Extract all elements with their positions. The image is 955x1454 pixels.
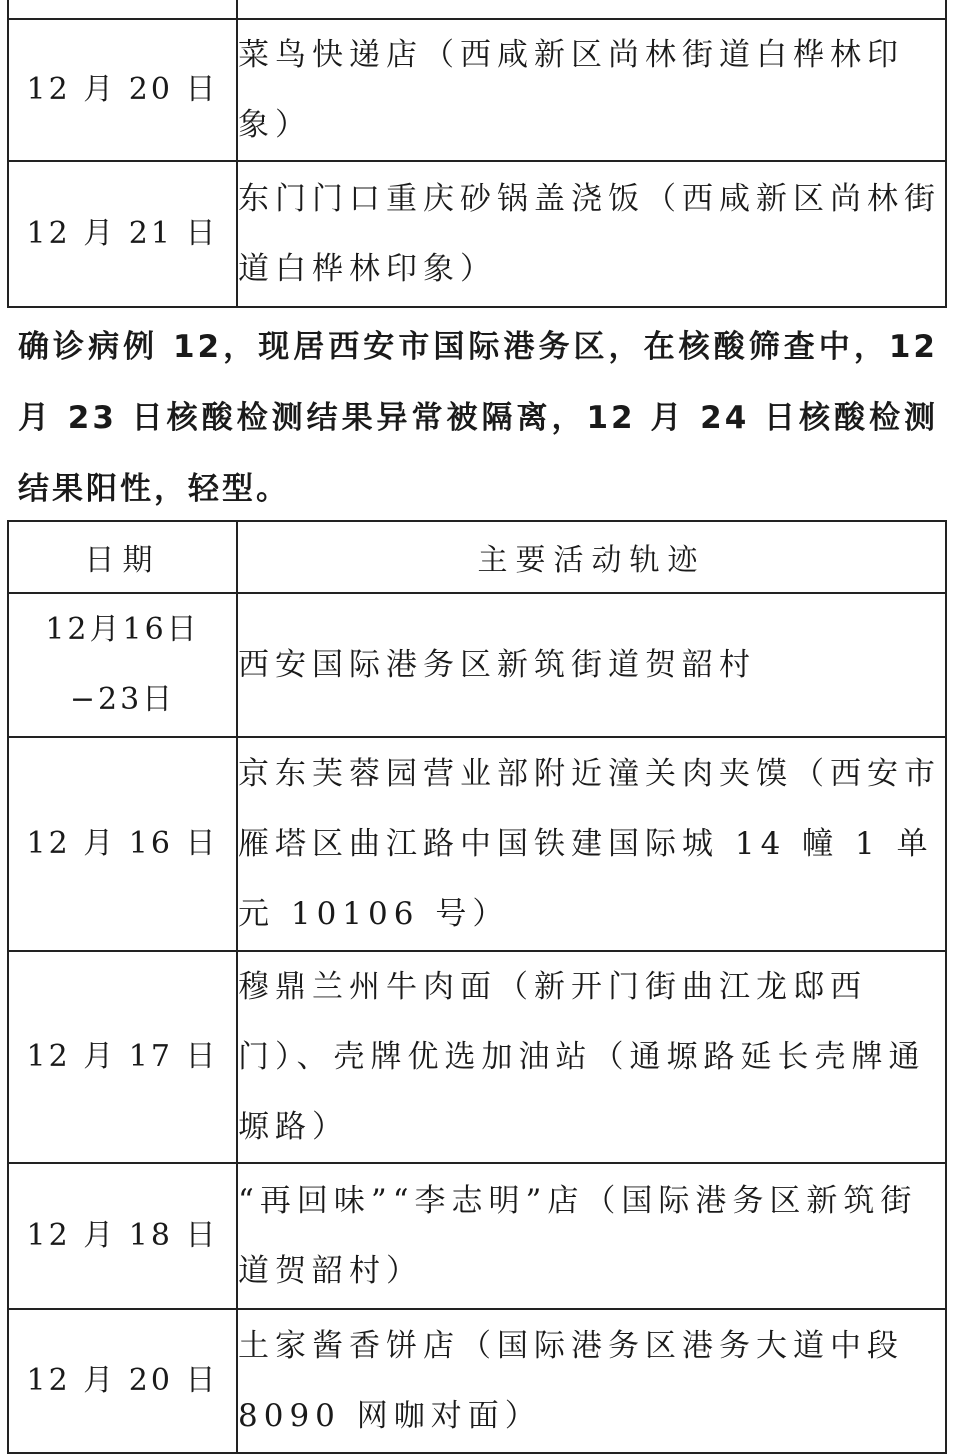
date-cell: 12月16日−23日 — [8, 593, 237, 737]
table-header-row — [8, 521, 946, 593]
date-cell: 12 月 17 日 — [8, 951, 237, 1163]
activity-cell: 菜鸟快递店（西咸新区尚林街道白桦林印象） — [237, 19, 946, 161]
table-row — [8, 1163, 946, 1309]
table-cell-partial — [237, 0, 946, 19]
table-row — [8, 19, 946, 161]
header-date: 日期 — [8, 521, 237, 593]
table-row — [8, 1309, 946, 1453]
activity-cell: 京东芙蓉园营业部附近潼关肉夹馍（西安市雁塔区曲江路中国铁建国际城 14 幢 1 单元 10106 号） — [237, 737, 946, 951]
table-row — [8, 737, 946, 951]
activity-cell: 西安国际港务区新筑街道贺韶村 — [237, 593, 946, 737]
case-description: 确诊病例 12，现居西安市国际港务区，在核酸筛查中，12 月 23 日核酸检测结果异常被隔离，12 月 24 日核酸检测结果阳性，轻型。 — [18, 329, 938, 507]
date-cell: 12 月 21 日 — [8, 161, 237, 307]
activity-cell: 土家酱香饼店（国际港务区港务大道中段 8090 网咖对面） — [237, 1309, 946, 1453]
activity-cell: 东门门口重庆砂锅盖浇饭（西咸新区尚林街道白桦林印象） — [237, 161, 946, 307]
table-row — [8, 951, 946, 1163]
activity-cell: 穆鼎兰州牛肉面（新开门街曲江龙邸西门）、壳牌优选加油站（通塬路延长壳牌通塬路） — [237, 951, 946, 1163]
date-cell: 12 月 18 日 — [8, 1163, 237, 1309]
date-cell: 12 月 20 日 — [8, 19, 237, 161]
table-cell-partial — [8, 0, 237, 19]
table-row — [8, 161, 946, 307]
table-row — [8, 593, 946, 737]
table-row-partial — [8, 0, 946, 19]
date-cell: 12 月 16 日 — [8, 737, 237, 951]
header-activity: 主要活动轨迹 — [237, 521, 946, 593]
date-cell: 12 月 20 日 — [8, 1309, 237, 1453]
activity-table — [7, 520, 947, 1454]
activity-cell: “再回味”“李志明”店（国际港务区新筑街道贺韶村） — [237, 1163, 946, 1309]
activity-table-continued — [7, 0, 947, 308]
